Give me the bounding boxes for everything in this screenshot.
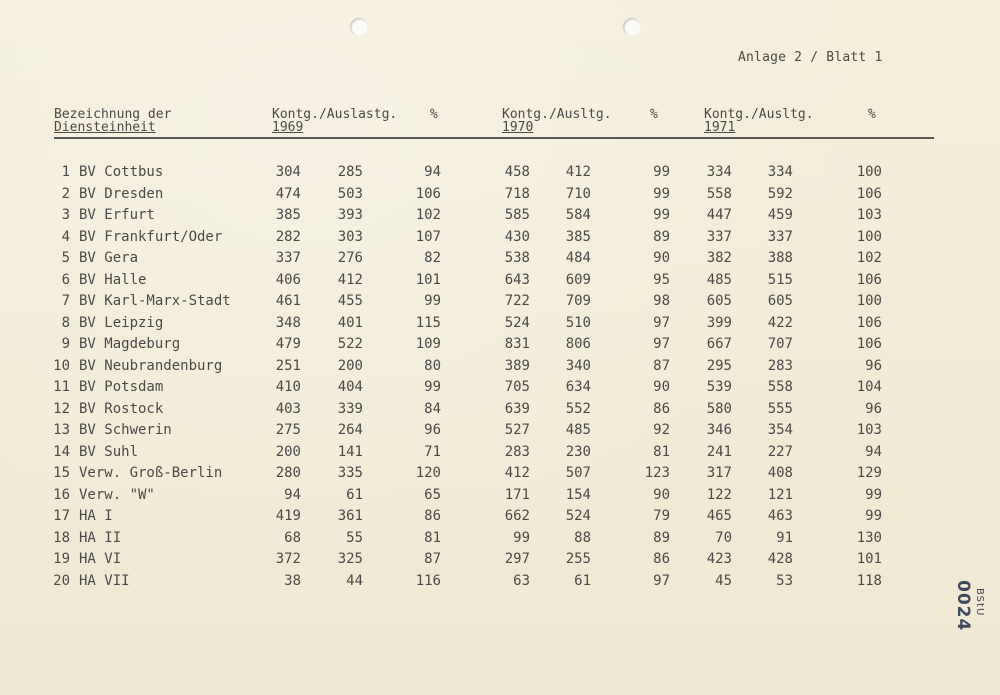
- cell-p69: 101: [415, 271, 441, 288]
- header-1971-year: 1971: [704, 120, 736, 135]
- row-unit: BV Rostock: [79, 400, 164, 417]
- cell-a70: 524: [565, 508, 591, 524]
- cell-p71: 106: [856, 271, 882, 288]
- cell-k70: 527: [504, 422, 530, 438]
- cell-k71: 45: [715, 572, 732, 589]
- cell-a69: 455: [337, 293, 363, 309]
- cell-a69: 393: [337, 207, 363, 223]
- cell-p69: 86: [424, 508, 441, 524]
- archive-stamp: [955, 578, 995, 638]
- cell-k71: 423: [706, 551, 732, 567]
- cell-p71: 129: [856, 465, 882, 481]
- row-unit: Verw. "W": [79, 486, 155, 503]
- cell-k71: 558: [706, 185, 732, 202]
- table-row: [0, 422, 1000, 444]
- row-number: 9: [61, 336, 70, 352]
- cell-k70: 430: [504, 228, 530, 245]
- header-1970-pct: %: [650, 107, 658, 122]
- header-1969-label: Kontg./Auslastg.: [272, 107, 398, 122]
- cell-k69: 304: [275, 164, 301, 180]
- cell-k69: 348: [275, 314, 301, 331]
- cell-a70: 484: [565, 250, 591, 266]
- row-number: 19: [53, 551, 70, 567]
- table-row: [0, 508, 1000, 530]
- cell-a71: 408: [767, 465, 793, 481]
- cell-p70: 97: [653, 572, 670, 589]
- cell-a69: 412: [337, 271, 363, 288]
- header-unit: [54, 108, 171, 134]
- cell-k69: 38: [284, 572, 301, 589]
- cell-p69: 109: [415, 336, 441, 352]
- row-number: 13: [53, 422, 70, 438]
- cell-p69: 80: [424, 357, 441, 374]
- cell-k69: 461: [275, 293, 301, 309]
- cell-a69: 339: [337, 400, 363, 417]
- cell-p70: 99: [653, 185, 670, 202]
- cell-a70: 507: [565, 465, 591, 481]
- cell-k70: 538: [504, 250, 530, 266]
- cell-a69: 276: [337, 250, 363, 266]
- cell-a70: 340: [565, 357, 591, 374]
- row-unit: BV Potsdam: [79, 379, 164, 395]
- header-1969-year: 1969: [272, 120, 304, 135]
- cell-a71: 388: [767, 250, 793, 266]
- cell-p71: 106: [856, 336, 882, 352]
- row-unit: HA II: [79, 529, 122, 546]
- header-1969: [272, 108, 397, 134]
- header-1969-pct: %: [430, 107, 438, 122]
- cell-k71: 605: [706, 293, 732, 309]
- row-number: 3: [61, 207, 70, 223]
- cell-a70: 485: [565, 422, 591, 438]
- cell-k69: 337: [275, 250, 301, 266]
- cell-p69: 82: [424, 250, 441, 266]
- table-row: [0, 315, 1000, 337]
- cell-k71: 122: [706, 486, 732, 503]
- row-unit: BV Frankfurt/Oder: [79, 228, 223, 245]
- table-row: [0, 401, 1000, 423]
- cell-k70: 662: [504, 508, 530, 524]
- cell-k70: 297: [504, 551, 530, 567]
- cell-a71: 459: [767, 207, 793, 223]
- cell-p69: 65: [424, 486, 441, 503]
- cell-k70: 722: [504, 293, 530, 309]
- cell-k70: 99: [513, 529, 530, 546]
- cell-p70: 97: [653, 336, 670, 352]
- row-unit: BV Dresden: [79, 185, 164, 202]
- cell-a70: 806: [565, 336, 591, 352]
- cell-a71: 707: [767, 336, 793, 352]
- cell-k69: 385: [275, 207, 301, 223]
- row-unit: HA VI: [79, 551, 122, 567]
- cell-a69: 401: [337, 314, 363, 331]
- cell-k69: 280: [275, 465, 301, 481]
- table-row: [0, 379, 1000, 401]
- cell-k70: 639: [504, 400, 530, 417]
- cell-a69: 325: [337, 551, 363, 567]
- cell-p69: 106: [415, 185, 441, 202]
- cell-p69: 81: [424, 529, 441, 546]
- header-unit-line1: Bezeichnung der: [54, 107, 172, 122]
- row-number: 14: [53, 443, 70, 460]
- cell-p70: 123: [644, 465, 670, 481]
- cell-k69: 406: [275, 271, 301, 288]
- cell-k70: 831: [504, 336, 530, 352]
- row-number: 6: [61, 271, 70, 288]
- row-number: 16: [53, 486, 70, 503]
- cell-p70: 86: [653, 400, 670, 417]
- cell-k71: 485: [706, 271, 732, 288]
- table-row: [0, 164, 1000, 186]
- row-number: 18: [53, 529, 70, 546]
- table-row: [0, 530, 1000, 552]
- row-unit: BV Suhl: [79, 443, 139, 460]
- row-number: 5: [61, 250, 70, 266]
- cell-p71: 94: [865, 443, 882, 460]
- row-unit: BV Erfurt: [79, 207, 155, 223]
- punch-hole: [623, 18, 641, 36]
- cell-k71: 346: [706, 422, 732, 438]
- cell-k69: 403: [275, 400, 301, 417]
- cell-a71: 53: [776, 572, 793, 589]
- cell-p69: 99: [424, 379, 441, 395]
- cell-p70: 97: [653, 314, 670, 331]
- cell-a71: 422: [767, 314, 793, 331]
- cell-k70: 283: [504, 443, 530, 460]
- cell-a71: 283: [767, 357, 793, 374]
- cell-p70: 98: [653, 293, 670, 309]
- cell-k70: 412: [504, 465, 530, 481]
- cell-p69: 107: [415, 228, 441, 245]
- stamp-line2: 0024: [953, 580, 973, 632]
- cell-k71: 337: [706, 228, 732, 245]
- cell-k71: 580: [706, 400, 732, 417]
- row-number: 10: [53, 357, 70, 374]
- table-row: [0, 336, 1000, 358]
- cell-p69: 84: [424, 400, 441, 417]
- cell-k71: 317: [706, 465, 732, 481]
- punch-hole: [350, 18, 368, 36]
- header-unit-line2: Diensteinheit: [54, 120, 156, 135]
- cell-k70: 63: [513, 572, 530, 589]
- cell-k71: 241: [706, 443, 732, 460]
- cell-a70: 154: [565, 486, 591, 503]
- cell-a70: 385: [565, 228, 591, 245]
- header-1970: [502, 108, 612, 134]
- row-number: 7: [61, 293, 70, 309]
- row-number: 2: [61, 185, 70, 202]
- cell-p69: 96: [424, 422, 441, 438]
- cell-a70: 61: [574, 572, 591, 589]
- cell-p69: 115: [415, 314, 441, 331]
- cell-a70: 412: [565, 164, 591, 180]
- cell-a69: 141: [337, 443, 363, 460]
- cell-k70: 718: [504, 185, 530, 202]
- table-row: [0, 229, 1000, 251]
- row-unit: BV Leipzig: [79, 314, 164, 331]
- cell-a70: 609: [565, 271, 591, 288]
- cell-a71: 592: [767, 185, 793, 202]
- cell-k71: 399: [706, 314, 732, 331]
- cell-p70: 89: [653, 529, 670, 546]
- cell-a69: 285: [337, 164, 363, 180]
- cell-k71: 70: [715, 529, 732, 546]
- cell-p70: 79: [653, 508, 670, 524]
- cell-k70: 705: [504, 379, 530, 395]
- row-number: 1: [61, 164, 70, 180]
- cell-p71: 130: [856, 529, 882, 546]
- cell-k70: 389: [504, 357, 530, 374]
- row-unit: BV Neubrandenburg: [79, 357, 223, 374]
- cell-a71: 334: [767, 164, 793, 180]
- cell-a70: 510: [565, 314, 591, 331]
- table-row: [0, 250, 1000, 272]
- cell-a70: 230: [565, 443, 591, 460]
- header-1971-label: Kontg./Ausltg.: [704, 107, 814, 122]
- header-1970-year: 1970: [502, 120, 534, 135]
- table-row: [0, 573, 1000, 595]
- row-unit: HA VII: [79, 572, 130, 589]
- cell-k70: 524: [504, 314, 530, 331]
- cell-k69: 251: [275, 357, 301, 374]
- cell-a69: 44: [346, 572, 363, 589]
- cell-a70: 709: [565, 293, 591, 309]
- cell-a71: 558: [767, 379, 793, 395]
- cell-k71: 334: [706, 164, 732, 180]
- cell-a71: 354: [767, 422, 793, 438]
- cell-p70: 87: [653, 357, 670, 374]
- row-number: 8: [61, 314, 70, 331]
- cell-k71: 667: [706, 336, 732, 352]
- row-unit: BV Schwerin: [79, 422, 172, 438]
- cell-p71: 99: [865, 486, 882, 503]
- cell-p70: 90: [653, 379, 670, 395]
- cell-a69: 522: [337, 336, 363, 352]
- row-unit: BV Cottbus: [79, 164, 164, 180]
- cell-p69: 94: [424, 164, 441, 180]
- cell-p71: 100: [856, 164, 882, 180]
- cell-a69: 361: [337, 508, 363, 524]
- cell-p69: 71: [424, 443, 441, 460]
- table-row: [0, 444, 1000, 466]
- header-rule: [54, 137, 934, 139]
- cell-a70: 552: [565, 400, 591, 417]
- cell-k69: 282: [275, 228, 301, 245]
- cell-p71: 103: [856, 422, 882, 438]
- cell-p71: 96: [865, 357, 882, 374]
- cell-p70: 99: [653, 164, 670, 180]
- cell-p71: 106: [856, 314, 882, 331]
- cell-p69: 102: [415, 207, 441, 223]
- cell-a71: 337: [767, 228, 793, 245]
- cell-p71: 102: [856, 250, 882, 266]
- cell-k71: 539: [706, 379, 732, 395]
- row-unit: BV Magdeburg: [79, 336, 181, 352]
- cell-p69: 116: [415, 572, 441, 589]
- table-row: [0, 293, 1000, 315]
- row-number: 15: [53, 465, 70, 481]
- cell-a71: 555: [767, 400, 793, 417]
- cell-p70: 90: [653, 250, 670, 266]
- cell-k71: 295: [706, 357, 732, 374]
- cell-p71: 100: [856, 228, 882, 245]
- cell-a71: 121: [767, 486, 793, 503]
- cell-a71: 91: [776, 529, 793, 546]
- cell-p71: 106: [856, 185, 882, 202]
- cell-a71: 515: [767, 271, 793, 288]
- cell-p70: 89: [653, 228, 670, 245]
- cell-a69: 200: [337, 357, 363, 374]
- row-unit: Verw. Groß-Berlin: [79, 465, 223, 481]
- cell-a70: 634: [565, 379, 591, 395]
- row-number: 12: [53, 400, 70, 417]
- sheet-label: Anlage 2 / Blatt 1: [738, 50, 883, 65]
- row-number: 4: [61, 228, 70, 245]
- cell-k69: 479: [275, 336, 301, 352]
- cell-k70: 643: [504, 271, 530, 288]
- cell-k70: 585: [504, 207, 530, 223]
- cell-a69: 503: [337, 185, 363, 202]
- cell-a69: 61: [346, 486, 363, 503]
- cell-a69: 303: [337, 228, 363, 245]
- row-unit: BV Karl-Marx-Stadt: [79, 293, 231, 309]
- table-row: [0, 487, 1000, 509]
- header-1970-label: Kontg./Ausltg.: [502, 107, 612, 122]
- table-row: [0, 207, 1000, 229]
- cell-k69: 275: [275, 422, 301, 438]
- cell-p70: 92: [653, 422, 670, 438]
- cell-k71: 447: [706, 207, 732, 223]
- table-row: [0, 358, 1000, 380]
- cell-k69: 410: [275, 379, 301, 395]
- cell-a71: 227: [767, 443, 793, 460]
- row-unit: BV Halle: [79, 271, 147, 288]
- cell-k69: 372: [275, 551, 301, 567]
- cell-p69: 120: [415, 465, 441, 481]
- cell-p71: 96: [865, 400, 882, 417]
- cell-k69: 68: [284, 529, 301, 546]
- cell-a70: 255: [565, 551, 591, 567]
- stamp-line1: BStU: [974, 588, 985, 617]
- row-unit: HA I: [79, 508, 113, 524]
- cell-a71: 428: [767, 551, 793, 567]
- cell-a69: 335: [337, 465, 363, 481]
- cell-p70: 86: [653, 551, 670, 567]
- table-row: [0, 186, 1000, 208]
- cell-k69: 200: [275, 443, 301, 460]
- cell-p69: 99: [424, 293, 441, 309]
- cell-p71: 99: [865, 508, 882, 524]
- cell-p71: 103: [856, 207, 882, 223]
- header-1971-pct: %: [868, 107, 876, 122]
- cell-k69: 419: [275, 508, 301, 524]
- cell-a70: 584: [565, 207, 591, 223]
- cell-p71: 118: [856, 572, 882, 589]
- cell-k70: 171: [504, 486, 530, 503]
- cell-p70: 99: [653, 207, 670, 223]
- row-number: 17: [53, 508, 70, 524]
- cell-a70: 88: [574, 529, 591, 546]
- row-number: 20: [53, 572, 70, 589]
- table-row: [0, 551, 1000, 573]
- cell-k69: 94: [284, 486, 301, 503]
- table-row: [0, 272, 1000, 294]
- cell-k69: 474: [275, 185, 301, 202]
- cell-k71: 382: [706, 250, 732, 266]
- header-1971: [704, 108, 814, 134]
- cell-k70: 458: [504, 164, 530, 180]
- table-row: [0, 465, 1000, 487]
- cell-p70: 95: [653, 271, 670, 288]
- row-unit: BV Gera: [79, 250, 139, 266]
- row-number: 11: [53, 379, 70, 395]
- cell-k71: 465: [706, 508, 732, 524]
- cell-p69: 87: [424, 551, 441, 567]
- cell-a70: 710: [565, 185, 591, 202]
- cell-p70: 81: [653, 443, 670, 460]
- cell-p71: 101: [856, 551, 882, 567]
- cell-a71: 605: [767, 293, 793, 309]
- cell-p70: 90: [653, 486, 670, 503]
- cell-a69: 264: [337, 422, 363, 438]
- cell-a69: 55: [346, 529, 363, 546]
- cell-p71: 104: [856, 379, 882, 395]
- cell-a69: 404: [337, 379, 363, 395]
- cell-p71: 100: [856, 293, 882, 309]
- cell-a71: 463: [767, 508, 793, 524]
